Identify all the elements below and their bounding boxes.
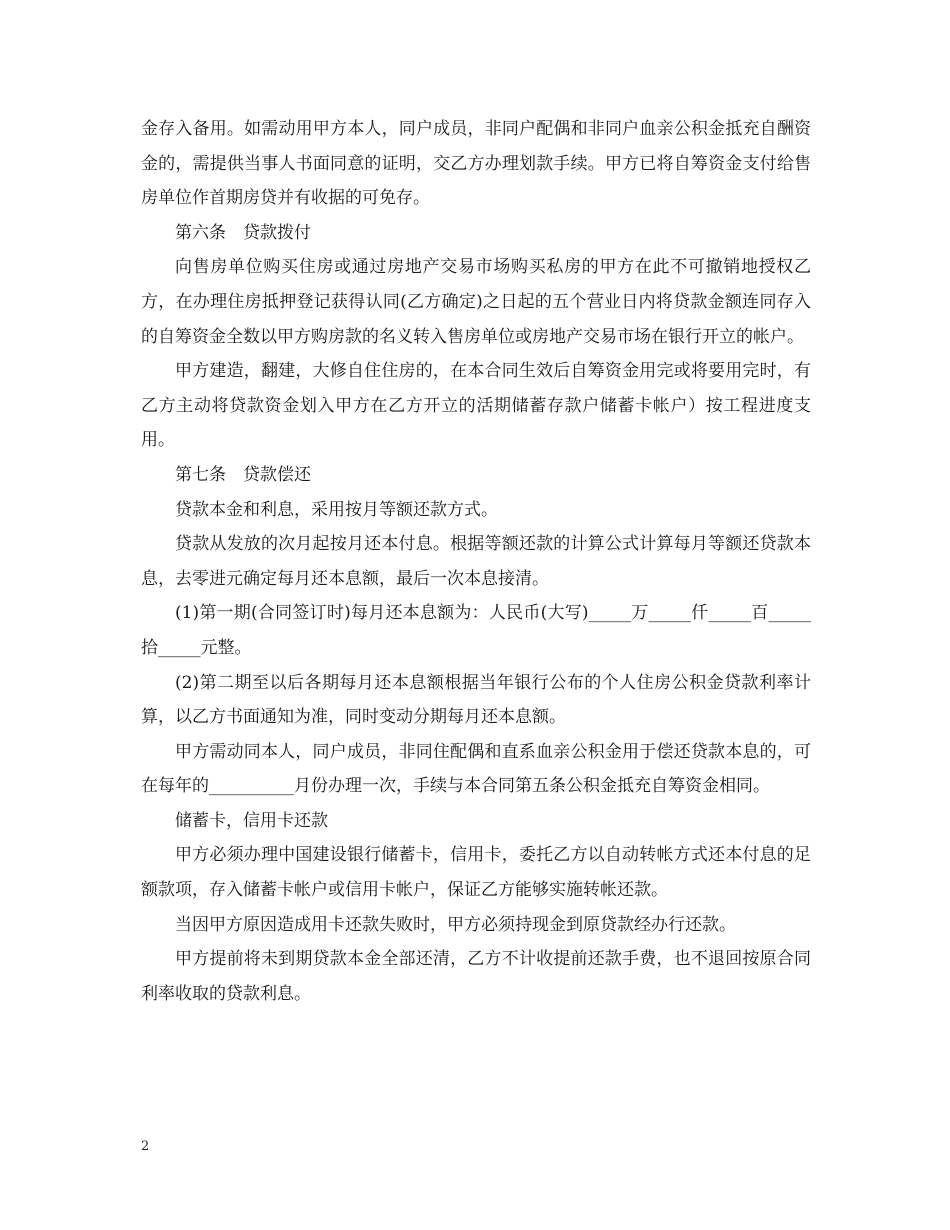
- section-title: 贷款偿还: [243, 464, 311, 485]
- paragraph: 甲方建造，翻建，大修自住住房的，在本合同生效后自筹资金用完或将要用完时，有乙方主动将贷款资金划入甲方在乙方开立的活期储蓄存款户储蓄卡帐户）按工程进度支用。: [141, 361, 811, 451]
- paragraph: 贷款本金和利息，采用按月等额还款方式。: [175, 499, 498, 520]
- section-heading-6: [141, 216, 811, 251]
- section-number: 第七条: [175, 464, 226, 485]
- section-number: 第六条: [175, 222, 226, 243]
- section-title: 贷款拨付: [243, 222, 311, 243]
- section-heading-7: [141, 458, 811, 493]
- paragraph: 甲方需动同本人，同户成员，非同住配偶和直系血亲公积金用于偿还贷款本息的，可在每年的__________月份办理一次，手续与本合同第五条公积金抵充自筹资金相同。: [141, 741, 811, 797]
- paragraph: 储蓄卡，信用卡还款: [175, 810, 328, 831]
- paragraph: 甲方提前将未到期贷款本金全部还清，乙方不计收提前还款手费，也不退回按原合同利率收取的贷款利息。: [141, 949, 811, 1004]
- paragraph: (1)第一期(合同签订时)每月还本息额为：人民币(大写)_____万_____仟_____百_____拾_____元整。: [141, 603, 811, 658]
- page-number: 2: [141, 1139, 150, 1154]
- paragraph: (2)第二期至以后各期每月还本息额根据当年银行公布的个人住房公积金贷款利率计算，以乙方书面通知为准，同时变动分期每月还本息额。: [141, 672, 811, 728]
- paragraph: 甲方必须办理中国建设银行储蓄卡，信用卡，委托乙方以自动转帐方式还本付息的足额款项，存入储蓄卡帐户或信用卡帐户，保证乙方能够实施转帐还款。: [141, 845, 811, 901]
- document-body: [141, 112, 811, 1011]
- paragraph: 金存入备用。如需动用甲方本人，同户成员，非同户配偶和非同户血亲公积金抵充自酬资金的，需提供当事人书面同意的证明，交乙方办理划款手续。甲方已将自筹资金支付给售房单位作首期房贷并有收据的可免存。: [141, 119, 811, 209]
- paragraph: 贷款从发放的次月起按月还本付息。根据等额还款的计算公式计算每月等额还贷款本息，去零进元确定每月还本息额，最后一次本息接清。: [141, 534, 811, 589]
- paragraph: 当因甲方原因造成用卡还款失败时，甲方必须持现金到原贷款经办行还款。: [175, 914, 736, 935]
- paragraph: 向售房单位购买住房或通过房地产交易市场购买私房的甲方在此不可撤销地授权乙方，在办理住房抵押登记获得认同(乙方确定)之日起的五个营业日内将贷款金额连同存入的自筹资金全数以甲方购房款的名义转入售房单位或房地产交易市场在银行开立的帐户。: [141, 257, 811, 347]
